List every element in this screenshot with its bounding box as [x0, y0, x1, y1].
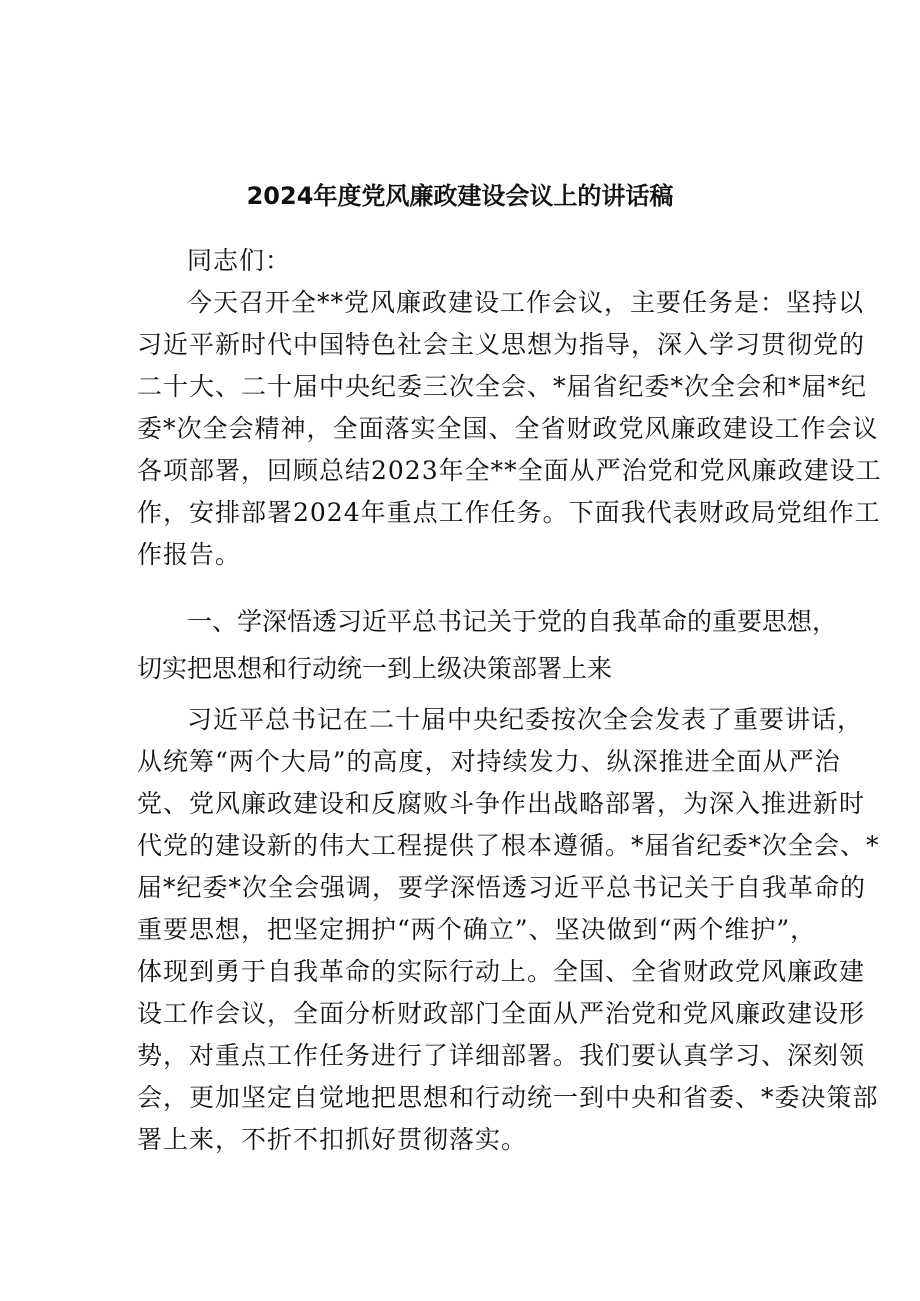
section-heading-line: 切实把思想和行动统一到上级决策部署上来	[137, 654, 613, 683]
paragraph-line: 作报告。	[137, 540, 242, 569]
paragraph-line: 势，对重点工作任务进行了详细部署。我们要认真学习、深刻领	[137, 1041, 866, 1070]
paragraph-line: 习近平总书记在二十届中央纪委按次全会发表了重要讲话，	[187, 705, 864, 734]
paragraph-line: 习近平新时代中国特色社会主义思想为指导，深入学习贯彻党的	[137, 330, 866, 359]
paragraph-line: 委*次全会精神，全面落实全国、全省财政党风廉政建设工作会议	[137, 414, 879, 443]
paragraph-line: 从统筹“两个大局”的高度，对持续发力、纵深推进全面从严治	[137, 747, 841, 776]
paragraph-line: 设工作会议，全面分析财政部门全面从严治党和党风廉政建设形	[137, 999, 866, 1028]
paragraph-line: 体现到勇于自我革命的实际行动上。全国、全省财政党风廉政建	[137, 957, 866, 986]
paragraph-line: 重要思想，把坚定拥护“两个确立”、坚决做到“两个维护”，	[137, 915, 817, 944]
paragraph-line: 届*纪委*次全会强调，要学深悟透习近平总书记关于自我革命的	[137, 873, 867, 902]
salutation: 同志们：	[187, 246, 292, 275]
paragraph-line: 二十大、二十届中央纪委三次全会、*届省纪委*次全会和*届*纪	[137, 372, 868, 401]
paragraph-line: 党、党风廉政建设和反腐败斗争作出战略部署，为深入推进新时	[137, 789, 866, 818]
paragraph-line: 今天召开全**党风廉政建设工作会议，主要任务是：坚持以	[187, 288, 865, 317]
document-title: 2024年度党风廉政建设会议上的讲话稿	[246, 182, 674, 210]
section-heading-line: 一、学深悟透习近平总书记关于党的自我革命的重要思想，	[187, 607, 838, 636]
paragraph-line: 各项部署，回顾总结2023年全**全面从严治党和党风廉政建设工	[137, 456, 882, 485]
paragraph-line: 代党的建设新的伟大工程提供了根本遵循。*届省纪委*次全会、*	[137, 831, 880, 860]
paragraph-line: 署上来，不折不扣抓好贯彻落实。	[137, 1125, 528, 1154]
paragraph-line: 作，安排部署2024年重点工作任务。下面我代表财政局党组作工	[137, 498, 881, 527]
paragraph-line: 会，更加坚定自觉地把思想和行动统一到中央和省委、*委决策部	[137, 1083, 879, 1112]
